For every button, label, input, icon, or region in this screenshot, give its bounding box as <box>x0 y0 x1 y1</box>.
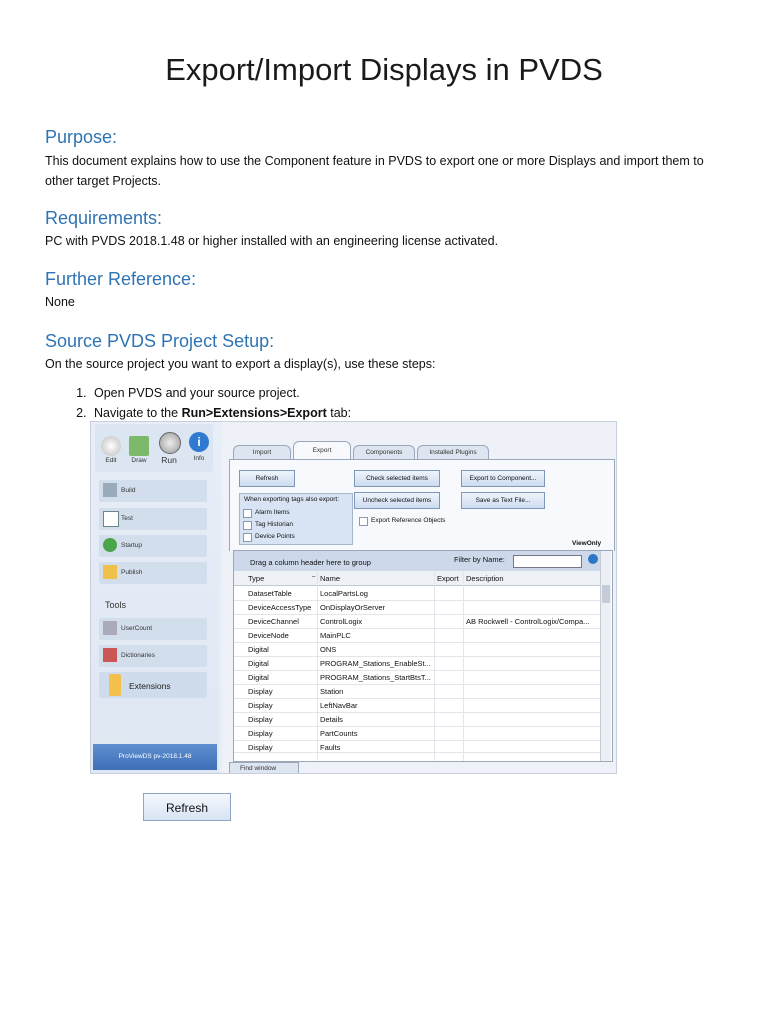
edit-label: Edit <box>105 457 117 464</box>
col-type[interactable]: Type <box>248 574 265 583</box>
row-name: Faults <box>320 743 341 752</box>
tool-usercount[interactable] <box>99 618 207 640</box>
save-as-text-button[interactable]: Save as Text File... <box>461 492 545 509</box>
check-selected-button[interactable]: Check selected items <box>354 470 440 487</box>
row-name: Details <box>320 715 343 724</box>
steps-list <box>45 383 351 423</box>
tag-historian-checkbox[interactable] <box>243 521 252 530</box>
row-type: Digital <box>248 673 269 682</box>
col-divider <box>317 571 318 761</box>
reference-heading: Further Reference: <box>45 269 197 289</box>
row-type: Digital <box>248 645 269 654</box>
info-icon[interactable]: i <box>189 432 209 452</box>
col-divider <box>463 571 464 761</box>
col-divider <box>434 571 435 761</box>
device-points-label: Device Points <box>255 533 295 540</box>
col-description[interactable]: Description <box>466 574 504 583</box>
tool-usercount-label: UserCount <box>121 625 153 632</box>
col-name[interactable]: Name <box>320 574 341 583</box>
step-2-suffix: tab: <box>326 406 352 420</box>
col-export[interactable]: Export <box>437 574 459 583</box>
grid-scrollbar[interactable] <box>600 551 611 761</box>
row-name: ONS <box>320 645 337 654</box>
nav-build-label: Build <box>121 487 136 494</box>
nav-startup[interactable] <box>99 535 207 557</box>
table-row[interactable] <box>234 656 600 671</box>
nav-test[interactable] <box>99 508 207 530</box>
requirements-heading: Requirements: <box>45 208 163 228</box>
filter-label: Filter by Name: <box>454 555 505 564</box>
group-header <box>234 551 600 571</box>
device-points-checkbox[interactable] <box>243 533 252 542</box>
alarm-items-checkbox[interactable] <box>243 509 252 518</box>
table-row[interactable] <box>234 698 600 713</box>
table-row[interactable] <box>234 586 600 601</box>
table-row[interactable] <box>234 642 600 657</box>
row-name: ControlLogix <box>320 617 363 626</box>
row-type: DeviceAccessType <box>248 603 312 612</box>
run-label: Run <box>161 455 177 465</box>
row-type: DeviceNode <box>248 631 289 640</box>
uncheck-selected-button[interactable]: Uncheck selected items <box>354 492 440 509</box>
tab-installed-plugins[interactable]: Installed Plugins <box>417 445 489 460</box>
version-bar: ProViewDS pv-2018.1.48 <box>93 744 217 770</box>
nav-extensions[interactable] <box>99 672 207 698</box>
build-icon <box>103 483 117 497</box>
draw-icon[interactable] <box>129 436 149 456</box>
export-to-component-button[interactable]: Export to Component... <box>461 470 545 487</box>
nav-extensions-label: Extensions <box>129 681 171 691</box>
tag-historian-label: Tag Historian <box>255 521 293 528</box>
tool-dictionaries[interactable] <box>99 645 207 667</box>
reference-text: None <box>45 295 75 309</box>
export-options-label: When exporting tags also export: <box>244 496 340 503</box>
table-row[interactable] <box>234 712 600 727</box>
row-type: Display <box>248 701 273 710</box>
setup-heading: Source PVDS Project Setup: <box>45 331 275 351</box>
setup-text: On the source project you want to export a display(s), use these steps: <box>45 357 436 371</box>
refresh-button[interactable]: Refresh <box>143 793 231 821</box>
refresh-small-button[interactable]: Refresh <box>239 470 295 487</box>
step-1: 1. Open PVDS and your source project. <box>90 383 351 403</box>
export-grid <box>233 550 613 762</box>
table-row[interactable] <box>234 684 600 699</box>
tools-label: Tools <box>105 600 127 610</box>
pvds-screenshot <box>90 421 617 774</box>
dictionaries-icon <box>103 648 117 662</box>
row-name: PartCounts <box>320 729 358 738</box>
tab-export[interactable]: Export <box>293 441 351 460</box>
page-title: Export/Import Displays in PVDS <box>165 52 603 87</box>
row-name: PROGRAM_Stations_EnableSt... <box>320 659 431 668</box>
table-row[interactable] <box>234 670 600 685</box>
row-name: Station <box>320 687 344 696</box>
top-toolbar <box>95 424 213 472</box>
row-name: MainPLC <box>320 631 351 640</box>
row-type: DeviceChannel <box>248 617 299 626</box>
alarm-items-label: Alarm Items <box>255 509 290 516</box>
table-row[interactable] <box>234 614 600 629</box>
table-row[interactable] <box>234 740 600 753</box>
row-type: Display <box>248 743 273 752</box>
draw-label: Draw <box>131 457 147 464</box>
row-name: OnDisplayOrServer <box>320 603 386 612</box>
tab-import[interactable]: Import <box>233 445 291 460</box>
row-type: Display <box>248 715 273 724</box>
tool-dictionaries-label: Dictionaries <box>121 652 155 659</box>
row-desc: AB Rockwell - ControlLogix/Compa... <box>466 617 590 626</box>
step-2 <box>90 403 351 423</box>
row-type: DatasetTable <box>248 589 292 598</box>
find-window-tab[interactable]: Find window <box>229 762 299 774</box>
step-2-prefix: Navigate to the <box>94 406 182 420</box>
extensions-folder-icon <box>109 674 121 696</box>
tab-components[interactable]: Components <box>353 445 415 460</box>
nav-test-label: Test <box>121 515 133 522</box>
filter-input[interactable] <box>513 555 582 568</box>
test-icon <box>103 511 119 527</box>
export-reference-label: Export Reference Objects <box>371 517 446 524</box>
publish-icon <box>103 565 117 579</box>
step-2-path: Run>Extensions>Export <box>181 406 327 420</box>
usercount-icon <box>103 621 117 635</box>
sort-arrow-icon: – <box>312 574 316 580</box>
filter-refresh-icon[interactable] <box>588 554 598 564</box>
row-type: Display <box>248 729 273 738</box>
purpose-heading: Purpose: <box>45 127 118 147</box>
info-label: Info <box>193 455 205 462</box>
startup-icon <box>103 538 117 552</box>
purpose-text: This document explains how to use the Component feature in PVDS to export one or more Displays and import them to other target Projects. <box>45 154 704 188</box>
table-row[interactable] <box>234 628 600 643</box>
nav-startup-label: Startup <box>121 542 142 549</box>
edit-gear-icon[interactable] <box>101 436 121 456</box>
nav-publish[interactable] <box>99 562 207 584</box>
group-hint: Drag a column header here to group <box>250 558 371 567</box>
nav-publish-label: Publish <box>121 569 143 576</box>
row-type: Display <box>248 687 273 696</box>
viewonly-label: ViewOnly <box>572 540 602 547</box>
row-name: LeftNavBar <box>320 701 358 710</box>
column-header <box>234 571 600 586</box>
row-name: PROGRAM_Stations_StartBtsT... <box>320 673 431 682</box>
row-name: LocalPartsLog <box>320 589 368 598</box>
export-reference-checkbox[interactable] <box>359 517 368 526</box>
nav-build[interactable] <box>99 480 207 502</box>
table-row[interactable] <box>234 600 600 615</box>
table-row[interactable] <box>234 726 600 741</box>
left-pane <box>91 422 219 773</box>
run-play-icon[interactable] <box>159 432 181 454</box>
row-type: Digital <box>248 659 269 668</box>
scroll-thumb[interactable] <box>602 585 610 603</box>
requirements-text: PC with PVDS 2018.1.48 or higher installed with an engineering license activated. <box>45 234 499 248</box>
